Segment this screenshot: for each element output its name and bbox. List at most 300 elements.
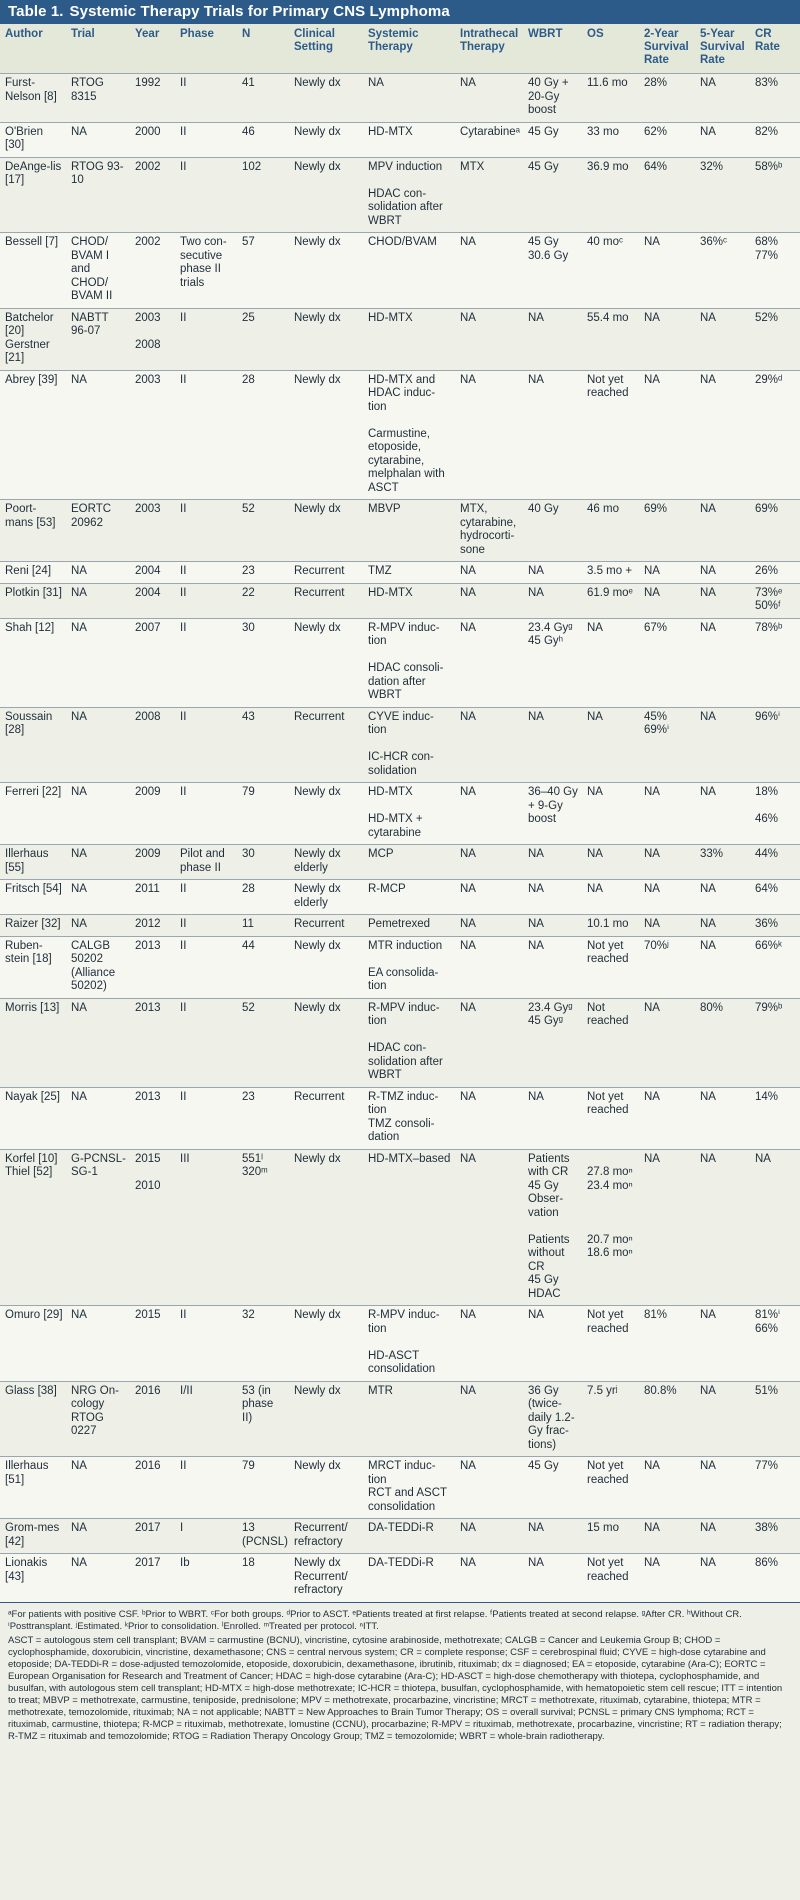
cell-wbrt: NA: [523, 1087, 582, 1149]
cell-cr-rate: 83%: [750, 74, 800, 123]
cell-systemic-therapy: MRCT induc-tion RCT and ASCT consolidation: [363, 1457, 455, 1519]
cell-n: 18: [237, 1554, 289, 1602]
cell-cr-rate: 69%: [750, 500, 800, 562]
cell-phase: II: [175, 583, 237, 618]
cell-2yr-survival: 62%: [639, 122, 695, 157]
cell-5yr-survival: NA: [695, 1519, 750, 1554]
cell-wbrt: 45 Gy: [523, 122, 582, 157]
header-year: Year: [130, 24, 175, 74]
table-title-text: Systemic Therapy Trials for Primary CNS Lymphoma: [69, 3, 450, 20]
cell-trial: NA: [66, 998, 130, 1087]
cell-wbrt: NA: [523, 308, 582, 370]
cell-5yr-survival: 80%: [695, 998, 750, 1087]
cell-5yr-survival: 32%: [695, 157, 750, 233]
cell-year: 2015 2010: [130, 1149, 175, 1306]
cell-5yr-survival: NA: [695, 370, 750, 500]
header-5yr-survival: 5-Year Survival Rate: [695, 24, 750, 74]
cell-trial: G-PCNSL-SG-1: [66, 1149, 130, 1306]
cell-2yr-survival: NA: [639, 370, 695, 500]
table-body: [0, 74, 800, 1602]
cell-systemic-therapy: HD-MTX–based: [363, 1149, 455, 1306]
cell-author: Morris [13]: [0, 998, 66, 1087]
cell-trial: RTOG 93-10: [66, 157, 130, 233]
cell-2yr-survival: NA: [639, 783, 695, 845]
cell-n: 57: [237, 233, 289, 309]
cell-2yr-survival: NA: [639, 1519, 695, 1554]
header-phase: Phase: [175, 24, 237, 74]
cell-intrathecal-therapy: NA: [455, 1306, 523, 1382]
cell-wbrt: 45 Gy: [523, 157, 582, 233]
cell-systemic-therapy: Pemetrexed: [363, 915, 455, 937]
cell-author: Bessell [7]: [0, 233, 66, 309]
header-wbrt: WBRT: [523, 24, 582, 74]
cell-year: 2000: [130, 122, 175, 157]
table-row: [0, 783, 800, 845]
table-row: [0, 157, 800, 233]
table-row: [0, 936, 800, 998]
cell-n: 79: [237, 783, 289, 845]
cell-trial: EORTC 20962: [66, 500, 130, 562]
cell-cr-rate: 82%: [750, 122, 800, 157]
cell-cr-rate: 58%ᵇ: [750, 157, 800, 233]
cell-intrathecal-therapy: NA: [455, 845, 523, 880]
cell-5yr-survival: NA: [695, 936, 750, 998]
cell-trial: NA: [66, 1519, 130, 1554]
cell-intrathecal-therapy: Cytarabineᵃ: [455, 122, 523, 157]
table-row: [0, 845, 800, 880]
cell-n: 28: [237, 370, 289, 500]
cell-phase: II: [175, 74, 237, 123]
cell-5yr-survival: NA: [695, 1457, 750, 1519]
cell-intrathecal-therapy: NA: [455, 308, 523, 370]
cell-cr-rate: 78%ᵇ: [750, 618, 800, 707]
header-systemic-therapy: Systemic Therapy: [363, 24, 455, 74]
cell-phase: II: [175, 122, 237, 157]
cell-clinical-setting: Recurrent: [289, 1087, 363, 1149]
cell-year: 2013: [130, 1087, 175, 1149]
cell-author: Glass [38]: [0, 1381, 66, 1457]
cell-systemic-therapy: HD-MTX and HDAC induc-tion Carmustine, etoposide, cytarabine, melphalan with ASCT: [363, 370, 455, 500]
cell-clinical-setting: Newly dx: [289, 74, 363, 123]
cell-wbrt: NA: [523, 370, 582, 500]
cell-year: 2002: [130, 233, 175, 309]
cell-clinical-setting: Newly dx elderly: [289, 845, 363, 880]
cell-wbrt: 23.4 Gyᵍ 45 Gyʰ: [523, 618, 582, 707]
cell-2yr-survival: NA: [639, 1554, 695, 1602]
cell-author: Illerhaus [55]: [0, 845, 66, 880]
cell-cr-rate: 66%ᵏ: [750, 936, 800, 998]
cell-phase: II: [175, 936, 237, 998]
cell-cr-rate: 81%ⁱ 66%: [750, 1306, 800, 1382]
header-clinical-setting: Clinical Setting: [289, 24, 363, 74]
table-label: Table 1.: [8, 3, 64, 20]
cell-5yr-survival: NA: [695, 583, 750, 618]
table-row: [0, 583, 800, 618]
cell-os: Not yet reached: [582, 1457, 639, 1519]
cell-wbrt: NA: [523, 936, 582, 998]
cell-trial: RTOG 8315: [66, 74, 130, 123]
cell-trial: NA: [66, 880, 130, 915]
table-row: [0, 1457, 800, 1519]
cell-wbrt: NA: [523, 707, 582, 783]
cell-os: 46 mo: [582, 500, 639, 562]
cell-phase: Two con-secutive phase II trials: [175, 233, 237, 309]
cell-5yr-survival: NA: [695, 783, 750, 845]
cell-wbrt: NA: [523, 880, 582, 915]
cell-clinical-setting: Newly dx elderly: [289, 880, 363, 915]
cell-cr-rate: 36%: [750, 915, 800, 937]
cell-cr-rate: 64%: [750, 880, 800, 915]
cell-year: 2003 2008: [130, 308, 175, 370]
cell-phase: II: [175, 370, 237, 500]
cell-systemic-therapy: R-MPV induc-tion HDAC consoli-dation after WBRT: [363, 618, 455, 707]
cell-clinical-setting: Newly dx: [289, 122, 363, 157]
cell-intrathecal-therapy: NA: [455, 936, 523, 998]
cell-phase: Ib: [175, 1554, 237, 1602]
cell-5yr-survival: NA: [695, 122, 750, 157]
cell-5yr-survival: NA: [695, 707, 750, 783]
table-row: [0, 618, 800, 707]
cell-os: 3.5 mo +: [582, 562, 639, 584]
cell-year: 2003: [130, 500, 175, 562]
cell-5yr-survival: 36%ᶜ: [695, 233, 750, 309]
cell-clinical-setting: Newly dx: [289, 1381, 363, 1457]
cell-5yr-survival: NA: [695, 618, 750, 707]
cell-systemic-therapy: CYVE induc-tion IC-HCR con-solidation: [363, 707, 455, 783]
cell-systemic-therapy: R-MCP: [363, 880, 455, 915]
cell-5yr-survival: 33%: [695, 845, 750, 880]
cell-clinical-setting: Newly dx: [289, 500, 363, 562]
cell-n: 22: [237, 583, 289, 618]
cell-phase: II: [175, 1457, 237, 1519]
cell-cr-rate: 51%: [750, 1381, 800, 1457]
cell-systemic-therapy: TMZ: [363, 562, 455, 584]
table-row: [0, 308, 800, 370]
cell-2yr-survival: 64%: [639, 157, 695, 233]
cell-n: 30: [237, 845, 289, 880]
cell-phase: II: [175, 1306, 237, 1382]
cell-phase: II: [175, 915, 237, 937]
cell-year: 2016: [130, 1381, 175, 1457]
cell-os: 10.1 mo: [582, 915, 639, 937]
cell-wbrt: 36 Gy (twice-daily 1.2-Gy frac-tions): [523, 1381, 582, 1457]
cell-phase: II: [175, 783, 237, 845]
cell-year: 2016: [130, 1457, 175, 1519]
cell-wbrt: NA: [523, 1306, 582, 1382]
cell-year: 2009: [130, 845, 175, 880]
cell-cr-rate: 77%: [750, 1457, 800, 1519]
cell-author: Abrey [39]: [0, 370, 66, 500]
cell-wbrt: 45 Gy: [523, 1457, 582, 1519]
cell-clinical-setting: Newly dx: [289, 1457, 363, 1519]
cell-os: 27.8 moⁿ 23.4 moⁿ 20.7 moⁿ 18.6 moⁿ: [582, 1149, 639, 1306]
cell-trial: NA: [66, 1457, 130, 1519]
cell-cr-rate: 52%: [750, 308, 800, 370]
cell-year: 2003: [130, 370, 175, 500]
cell-phase: Pilot and phase II: [175, 845, 237, 880]
header-n: N: [237, 24, 289, 74]
cell-trial: NA: [66, 370, 130, 500]
cell-clinical-setting: Newly dx: [289, 936, 363, 998]
cell-year: 2007: [130, 618, 175, 707]
cell-year: 2015: [130, 1306, 175, 1382]
cell-systemic-therapy: NA: [363, 74, 455, 123]
cell-phase: II: [175, 1087, 237, 1149]
footnote-abbreviations: ASCT = autologous stem cell transplant; BVAM = carmustine (BCNU), vincristine, cytosine arabinoside, methotrexate; CALGB = Cancer and Leukemia Group B; CHOD = cyclophosphamide, doxorubicin, vincristine, dexamethasone; CNS = central nervous system; CR = complete response; CSF = cerebrospinal fluid; CYVE = high-dose cytarabine and etoposide; DA-TEDDi-R = dose-adjusted temozolomide, etoposide, doxorubicin, dexamethasone, ibrutinib, rituximab; dx = diagnosed; EA = etoposide, cytarabine (Ara-C); EORTC = European Organisation for Research and Treatment of Cancer; HDAC = high-dose cytarabine (Ara-C); HD-ASCT = high-dose chemotherapy with thiotepa, cyclophosphamide, and busulfan, with autologous stem cell transplant; HD-MTX = high-dose methotrexate; IC-HCR = thiotepa, busulfan, cyclophosphamide, with hematopoietic stem cell rescue; ITT = intention to treat; MBVP = methotrexate, carmustine, teniposide, prednisolone; MPV = methotrexate, procarbazine, vincristine; MRCT = methotrexate, rituximab, cytarabine, thiotepa; MTR = methotrexate, temozolomide, rituximab; NA = not applicable; NABTT = New Approaches to Brain Tumor Therapy; OS = overall survival; PCNSL = primary CNS lymphoma; RCT = rituximab, carmustine, thiotepa; R-MCP = rituximab, methotrexate, lomustine (CCNU), procarbazine; R-MPV = rituximab, methotrexate, procarbazine, vincristine; RT = radiation therapy; R-TMZ = rituximab and temozolomide; RTOG = Radiation Therapy Oncology Group; TMZ = temozolomide; WBRT = whole-brain radiotherapy.: [8, 1634, 783, 1742]
table-row: [0, 122, 800, 157]
cell-intrathecal-therapy: NA: [455, 583, 523, 618]
cell-wbrt: 23.4 Gyᵍ 45 Gyᵍ: [523, 998, 582, 1087]
cell-2yr-survival: 67%: [639, 618, 695, 707]
table-row: [0, 707, 800, 783]
cell-os: Not yet reached: [582, 1554, 639, 1602]
cell-wbrt: 45 Gy 30.6 Gy: [523, 233, 582, 309]
cell-phase: I: [175, 1519, 237, 1554]
cell-os: 11.6 mo: [582, 74, 639, 123]
cell-trial: NA: [66, 783, 130, 845]
header-trial: Trial: [66, 24, 130, 74]
cell-year: 2017: [130, 1519, 175, 1554]
cell-wbrt: NA: [523, 562, 582, 584]
cell-author: Lionakis [43]: [0, 1554, 66, 1602]
cell-intrathecal-therapy: NA: [455, 1381, 523, 1457]
cell-2yr-survival: 28%: [639, 74, 695, 123]
cell-author: Batchelor [20] Gerstner [21]: [0, 308, 66, 370]
cell-clinical-setting: Recurrent: [289, 707, 363, 783]
cell-wbrt: 36–40 Gy + 9-Gy boost: [523, 783, 582, 845]
cell-author: Korfel [10] Thiel [52]: [0, 1149, 66, 1306]
cell-phase: II: [175, 562, 237, 584]
cell-systemic-therapy: CHOD/BVAM: [363, 233, 455, 309]
cell-author: Reni [24]: [0, 562, 66, 584]
cell-phase: III: [175, 1149, 237, 1306]
table-row: [0, 1087, 800, 1149]
cell-year: 2013: [130, 998, 175, 1087]
footnote-markers: ᵃFor patients with positive CSF. ᵇPrior to WBRT. ᶜFor both groups. ᵈPrior to ASCT. ᵉPatients treated at first relapse. ᶠPatients treated at second relapse. ᵍAfter CR. ʰWithout CR. ⁱPosttransplant. ʲEstimated. ᵏPrior to consolidation. ˡEnrolled. ᵐTreated per protocol. ⁿITT.: [8, 1608, 742, 1632]
cell-clinical-setting: Newly dx: [289, 1149, 363, 1306]
cell-intrathecal-therapy: NA: [455, 1457, 523, 1519]
cell-trial: NRG On-cology RTOG 0227: [66, 1381, 130, 1457]
cell-5yr-survival: NA: [695, 1087, 750, 1149]
cell-phase: I/II: [175, 1381, 237, 1457]
cell-intrathecal-therapy: NA: [455, 233, 523, 309]
cell-2yr-survival: NA: [639, 845, 695, 880]
table-row: [0, 880, 800, 915]
header-author: Author: [0, 24, 66, 74]
table-row: [0, 1149, 800, 1306]
cell-intrathecal-therapy: NA: [455, 1519, 523, 1554]
cell-systemic-therapy: MCP: [363, 845, 455, 880]
cell-wbrt: NA: [523, 1554, 582, 1602]
cell-5yr-survival: NA: [695, 1554, 750, 1602]
header-2yr-survival: 2-Year Survival Rate: [639, 24, 695, 74]
cell-cr-rate: 86%: [750, 1554, 800, 1602]
cell-2yr-survival: NA: [639, 1149, 695, 1306]
cell-phase: II: [175, 618, 237, 707]
cell-year: 2012: [130, 915, 175, 937]
cell-phase: II: [175, 998, 237, 1087]
cell-year: 2004: [130, 562, 175, 584]
cell-2yr-survival: 81%: [639, 1306, 695, 1382]
cell-os: NA: [582, 707, 639, 783]
cell-systemic-therapy: R-MPV induc-tion HD-ASCT consolidation: [363, 1306, 455, 1382]
cell-os: NA: [582, 880, 639, 915]
cell-wbrt: NA: [523, 915, 582, 937]
cell-trial: NA: [66, 915, 130, 937]
cell-os: Not yet reached: [582, 936, 639, 998]
cell-cr-rate: 38%: [750, 1519, 800, 1554]
table-row: [0, 1306, 800, 1382]
cell-systemic-therapy: R-TMZ induc-tion TMZ consoli-dation: [363, 1087, 455, 1149]
cell-author: Ferreri [22]: [0, 783, 66, 845]
cell-intrathecal-therapy: NA: [455, 1149, 523, 1306]
cell-n: 52: [237, 500, 289, 562]
cell-cr-rate: 68% 77%: [750, 233, 800, 309]
cell-n: 11: [237, 915, 289, 937]
header-intrathecal-therapy: Intrathecal Therapy: [455, 24, 523, 74]
cell-trial: NA: [66, 618, 130, 707]
cell-os: 55.4 mo: [582, 308, 639, 370]
cell-intrathecal-therapy: NA: [455, 915, 523, 937]
cell-2yr-survival: NA: [639, 1457, 695, 1519]
table-title: [0, 0, 800, 24]
cell-trial: NA: [66, 707, 130, 783]
cell-systemic-therapy: MTR: [363, 1381, 455, 1457]
cell-n: 79: [237, 1457, 289, 1519]
cell-wbrt: 40 Gy + 20-Gy boost: [523, 74, 582, 123]
cell-author: Ruben-stein [18]: [0, 936, 66, 998]
cell-intrathecal-therapy: NA: [455, 74, 523, 123]
cell-author: O'Brien [30]: [0, 122, 66, 157]
cell-intrathecal-therapy: NA: [455, 880, 523, 915]
cell-trial: NA: [66, 1306, 130, 1382]
cell-n: 23: [237, 562, 289, 584]
cell-n: 102: [237, 157, 289, 233]
cell-n: 53 (in phase II): [237, 1381, 289, 1457]
cell-author: Furst-Nelson [8]: [0, 74, 66, 123]
cell-systemic-therapy: R-MPV induc-tion HDAC con-solidation after WBRT: [363, 998, 455, 1087]
cell-intrathecal-therapy: NA: [455, 1554, 523, 1602]
cell-5yr-survival: NA: [695, 1381, 750, 1457]
cell-os: NA: [582, 783, 639, 845]
cell-clinical-setting: Newly dx: [289, 233, 363, 309]
table-row: [0, 1381, 800, 1457]
cell-5yr-survival: NA: [695, 308, 750, 370]
cell-author: Poort-mans [53]: [0, 500, 66, 562]
cell-intrathecal-therapy: MTX: [455, 157, 523, 233]
cell-n: 32: [237, 1306, 289, 1382]
table-row: [0, 562, 800, 584]
cell-os: Not reached: [582, 998, 639, 1087]
cell-2yr-survival: NA: [639, 915, 695, 937]
footnotes: [0, 1602, 800, 1743]
cell-os: 7.5 yrʲ: [582, 1381, 639, 1457]
cell-year: 2004: [130, 583, 175, 618]
cell-intrathecal-therapy: NA: [455, 707, 523, 783]
cell-os: Not yet reached: [582, 1306, 639, 1382]
table-row: [0, 998, 800, 1087]
cell-cr-rate: 18% 46%: [750, 783, 800, 845]
cell-author: Shah [12]: [0, 618, 66, 707]
cell-cr-rate: 26%: [750, 562, 800, 584]
cell-os: 15 mo: [582, 1519, 639, 1554]
cell-clinical-setting: Newly dx: [289, 783, 363, 845]
cell-intrathecal-therapy: NA: [455, 998, 523, 1087]
table-row: [0, 233, 800, 309]
cell-clinical-setting: Newly dx: [289, 157, 363, 233]
cell-year: 2008: [130, 707, 175, 783]
cell-os: Not yet reached: [582, 1087, 639, 1149]
cell-os: Not yet reached: [582, 370, 639, 500]
cell-2yr-survival: NA: [639, 583, 695, 618]
cell-trial: NA: [66, 1554, 130, 1602]
cell-year: 2002: [130, 157, 175, 233]
cell-clinical-setting: Recurrent: [289, 915, 363, 937]
cell-n: 44: [237, 936, 289, 998]
cell-systemic-therapy: HD-MTX HD-MTX + cytarabine: [363, 783, 455, 845]
cell-intrathecal-therapy: NA: [455, 618, 523, 707]
table-row: [0, 1554, 800, 1602]
cell-clinical-setting: Newly dx: [289, 998, 363, 1087]
cell-intrathecal-therapy: NA: [455, 783, 523, 845]
cell-intrathecal-therapy: NA: [455, 562, 523, 584]
cell-author: Omuro [29]: [0, 1306, 66, 1382]
cell-wbrt: NA: [523, 583, 582, 618]
table-row: [0, 915, 800, 937]
cell-n: 30: [237, 618, 289, 707]
cell-2yr-survival: NA: [639, 1087, 695, 1149]
cell-os: NA: [582, 618, 639, 707]
table-row: [0, 500, 800, 562]
cell-2yr-survival: 70%ʲ: [639, 936, 695, 998]
cell-wbrt: Patients with CR 45 Gy Obser-vation Patients without CR 45 Gy HDAC: [523, 1149, 582, 1306]
cell-trial: CHOD/ BVAM I and CHOD/ BVAM II: [66, 233, 130, 309]
cell-clinical-setting: Recurrent/ refractory: [289, 1519, 363, 1554]
cell-wbrt: 40 Gy: [523, 500, 582, 562]
cell-clinical-setting: Newly dx: [289, 370, 363, 500]
header-cr-rate: CR Rate: [750, 24, 800, 74]
cell-2yr-survival: NA: [639, 998, 695, 1087]
cell-n: 41: [237, 74, 289, 123]
cell-wbrt: NA: [523, 845, 582, 880]
cell-year: 2013: [130, 936, 175, 998]
cell-trial: NA: [66, 1087, 130, 1149]
header-row: [0, 24, 800, 74]
cell-trial: NA: [66, 562, 130, 584]
trials-table: [0, 24, 800, 1602]
cell-author: Soussain [28]: [0, 707, 66, 783]
cell-cr-rate: 29%ᵈ: [750, 370, 800, 500]
cell-author: Raizer [32]: [0, 915, 66, 937]
cell-trial: NABTT 96-07: [66, 308, 130, 370]
cell-cr-rate: 73%ᵉ 50%ᶠ: [750, 583, 800, 618]
cell-clinical-setting: Newly dx: [289, 308, 363, 370]
cell-author: Plotkin [31]: [0, 583, 66, 618]
cell-n: 25: [237, 308, 289, 370]
cell-author: Grom-mes [42]: [0, 1519, 66, 1554]
cell-clinical-setting: Recurrent: [289, 562, 363, 584]
cell-cr-rate: 14%: [750, 1087, 800, 1149]
cell-5yr-survival: NA: [695, 1306, 750, 1382]
cell-clinical-setting: Newly dx: [289, 618, 363, 707]
cell-author: Nayak [25]: [0, 1087, 66, 1149]
cell-systemic-therapy: MPV induction HDAC con-solidation after WBRT: [363, 157, 455, 233]
cell-2yr-survival: 80.8%: [639, 1381, 695, 1457]
cell-intrathecal-therapy: NA: [455, 1087, 523, 1149]
table-row: [0, 74, 800, 123]
cell-phase: II: [175, 308, 237, 370]
cell-phase: II: [175, 880, 237, 915]
